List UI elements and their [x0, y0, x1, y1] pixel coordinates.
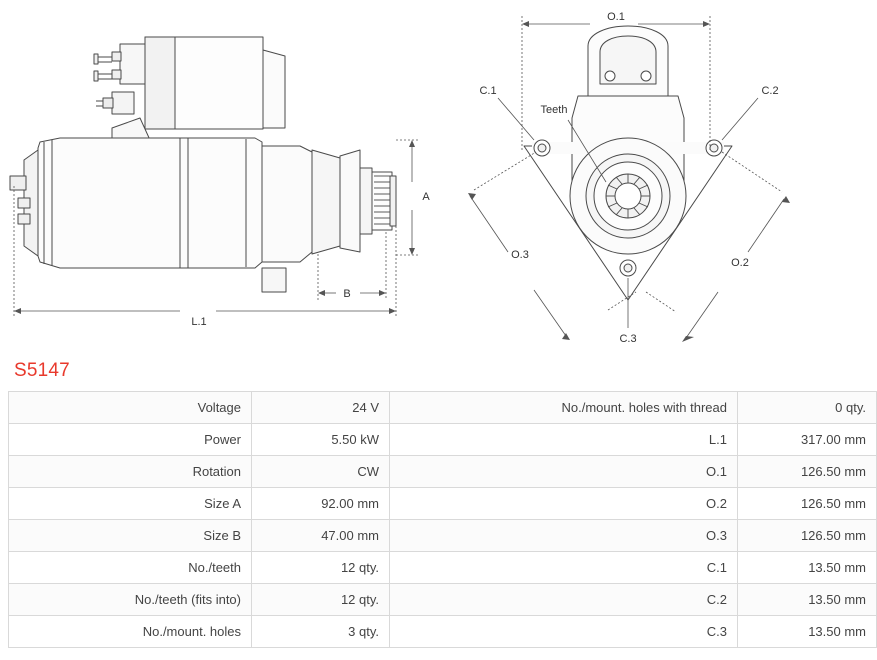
spec-value: CW — [252, 456, 390, 488]
spec-label: Rotation — [9, 456, 252, 488]
dim-label-o3: O.3 — [511, 249, 529, 261]
spec-label: O.2 — [390, 488, 738, 520]
table-row — [9, 616, 877, 648]
table-row — [9, 584, 877, 616]
table-row — [9, 424, 877, 456]
spec-label: O.3 — [390, 520, 738, 552]
spec-label: No./mount. holes with thread — [390, 392, 738, 424]
spec-label: Size A — [9, 488, 252, 520]
dim-label-o2: O.2 — [731, 257, 749, 269]
spec-value: 126.50 mm — [738, 456, 877, 488]
spec-label: Voltage — [9, 392, 252, 424]
spec-label: L.1 — [390, 424, 738, 456]
starter-mounting-face-drawing — [460, 0, 800, 348]
dim-label-teeth: Teeth — [540, 104, 568, 116]
starter-side-view-drawing — [0, 0, 460, 348]
spec-value: 12 qty. — [252, 584, 390, 616]
dim-label-c2: C.2 — [761, 85, 779, 97]
spec-value: 126.50 mm — [738, 520, 877, 552]
spec-label: No./teeth — [9, 552, 252, 584]
technical-drawings — [0, 0, 800, 348]
dim-label-l1: L.1 — [191, 316, 207, 328]
spec-value: 3 qty. — [252, 616, 390, 648]
spec-table-body — [9, 392, 877, 648]
spec-value: 12 qty. — [252, 552, 390, 584]
spec-value: 13.50 mm — [738, 616, 877, 648]
spec-label: Size B — [9, 520, 252, 552]
spec-label: Power — [9, 424, 252, 456]
spec-value: 317.00 mm — [738, 424, 877, 456]
spec-label: C.2 — [390, 584, 738, 616]
spec-value: 126.50 mm — [738, 488, 877, 520]
dim-label-c1: C.1 — [479, 85, 497, 97]
table-row — [9, 488, 877, 520]
spec-value: 13.50 mm — [738, 552, 877, 584]
spec-value: 5.50 kW — [252, 424, 390, 456]
dim-label-c3: C.3 — [619, 333, 637, 345]
spec-value: 0 qty. — [738, 392, 877, 424]
part-number: S5147 — [14, 360, 70, 381]
table-row — [9, 456, 877, 488]
spec-value: 47.00 mm — [252, 520, 390, 552]
table-row — [9, 392, 877, 424]
dim-label-o1: O.1 — [607, 11, 625, 23]
spec-label: No./mount. holes — [9, 616, 252, 648]
spec-label: O.1 — [390, 456, 738, 488]
spec-value: 24 V — [252, 392, 390, 424]
spec-value: 92.00 mm — [252, 488, 390, 520]
spec-label: No./teeth (fits into) — [9, 584, 252, 616]
specification-table — [8, 391, 866, 648]
spec-value: 13.50 mm — [738, 584, 877, 616]
dim-label-a: A — [422, 191, 430, 203]
table-row — [9, 552, 877, 584]
dim-label-b: B — [343, 288, 351, 300]
spec-label: C.3 — [390, 616, 738, 648]
spec-label: C.1 — [390, 552, 738, 584]
table-row — [9, 520, 877, 552]
